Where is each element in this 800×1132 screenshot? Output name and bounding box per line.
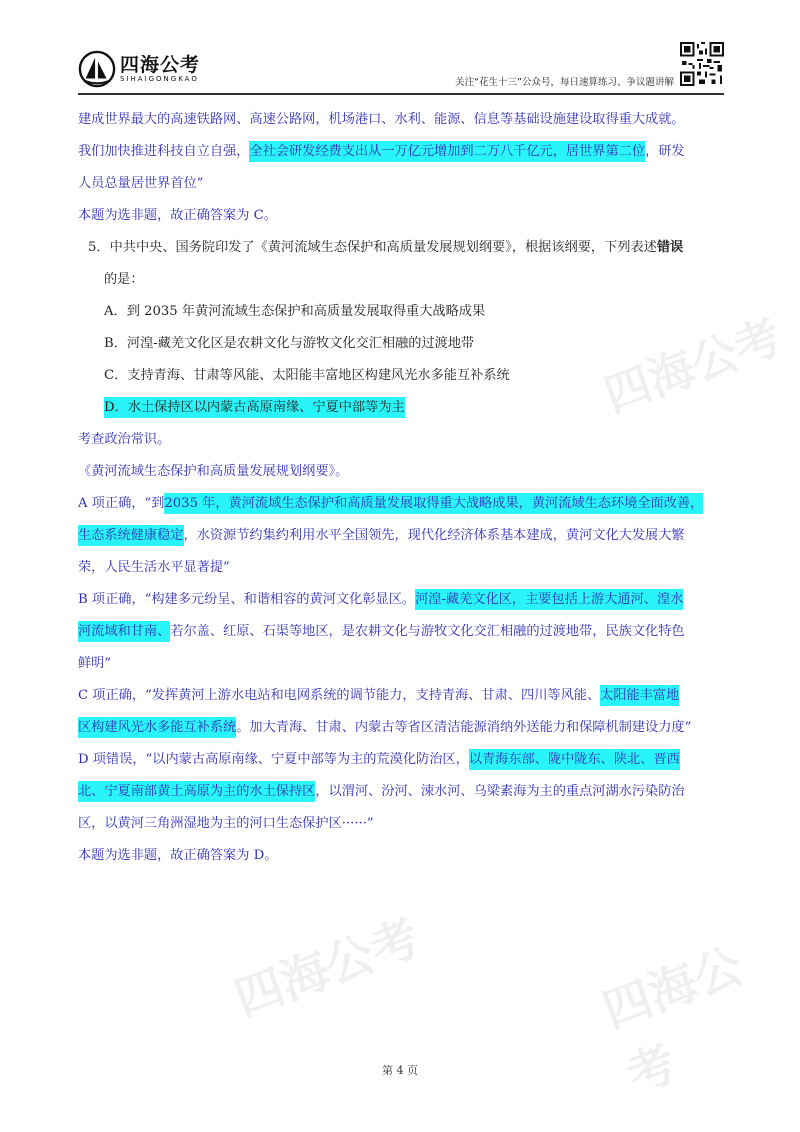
intro-line: 人员总量居世界首位”: [78, 176, 204, 191]
analysis-answer: 本题为选非题，故正确答案为 D。: [78, 848, 278, 863]
analysis-d: 区，以黄河三角洲湿地为主的河口生态保护区······”: [78, 816, 374, 831]
header-slogan: 关注“花生十三”公众号，每日速算练习、争议题讲解: [455, 77, 674, 88]
analysis-d: D 项错误，“以内蒙古高原南缘、宁夏中部等为主的荒漠化防治区，以青海东部、陇中陇东、陕北、晋西: [78, 744, 728, 776]
brand-name: 四海公考: [120, 53, 201, 76]
intro-line: 建成世界最大的高速铁路网、高速公路网，机场港口、水利、能源、信息等基础设施建设取得重大成就。: [78, 112, 685, 127]
analysis-a: 荣，人民生活水平显著提”: [78, 560, 230, 575]
intro-answer: 本题为选非题，故正确答案为 C。: [78, 208, 277, 223]
highlight: 以青海东部、陇中陇东、陕北、晋西: [469, 749, 680, 770]
sailboat-logo-icon: [78, 50, 116, 88]
option-d: [78, 392, 728, 424]
qr-code-icon: [680, 42, 724, 86]
intro-line: 我们加快推进科技自立自强，全社会研发经费支出从一万亿元增加到二万八千亿元，居世界第二位，研发: [78, 136, 728, 168]
highlight: 全社会研发经费支出从一万亿元增加到二万八千亿元，居世界第二位: [249, 141, 645, 162]
page-number: 第 4 页: [382, 1064, 418, 1077]
watermark-logo: 四海公考: [227, 909, 428, 1028]
analysis-topic: 考查政治常识。: [78, 432, 171, 447]
analysis-a: 生态系统健康稳定，水资源节约集约利用水平全国领先，现代化经济体系基本建成，黄河文化大发展大繁: [78, 520, 728, 552]
highlight: D．水土保持区以内蒙古高原南缘、宁夏中部等为主: [104, 397, 405, 418]
brand-logo: [78, 50, 200, 88]
option-a: A．到 2035 年黄河流域生态保护和高质量发展取得重大战略成果: [104, 304, 486, 319]
analysis-b: B 项正确，“构建多元纷呈、和谐相容的黄河文化彰显区。河湟-藏羌文化区，主要包括上游大通河、湟水: [78, 584, 728, 616]
document-body: [78, 104, 728, 872]
watermark-logo: 四海公考: [595, 937, 751, 1105]
highlight: 河湟-藏羌文化区，主要包括上游大通河、湟水: [415, 589, 683, 610]
page-header: [78, 42, 724, 90]
option-c: C．支持青海、甘肃等风能、太阳能丰富地区构建风光水多能互补系统: [104, 368, 510, 383]
analysis-a: A 项正确，“到2035 年，黄河流域生态保护和高质量发展取得重大战略成果，黄河流域生态环境全面改善，: [78, 488, 728, 520]
highlight: 区构建风光水多能互补系统: [78, 717, 236, 738]
watermark-logo: 四海公考: [597, 308, 789, 423]
header-divider: [78, 93, 724, 95]
analysis-d: 北、宁夏南部黄土高原为主的水土保持区，以渭河、汾河、涑水河、乌梁素海为主的重点河湖水污染防治: [78, 776, 728, 808]
analysis-b: 鲜明”: [78, 656, 112, 671]
question-stem-cont: 的是：: [104, 272, 144, 287]
analysis-b: 河流域和甘南、若尔盖、红原、石渠等地区，是农耕文化与游牧文化交汇相融的过渡地带，民族文化特色: [78, 616, 728, 648]
analysis-c: C 项正确，“发挥黄河上游水电站和电网系统的调节能力，支持青海、甘肃、四川等风能、太阳能丰富地: [78, 680, 728, 712]
highlight: 河流域和甘南、: [78, 621, 170, 642]
analysis-source: 《黄河流域生态保护和高质量发展规划纲要》。: [78, 464, 349, 479]
highlight: 2035 年，黄河流域生态保护和高质量发展取得重大战略成果，黄河流域生态环境全面改善，: [164, 493, 703, 514]
brand-name-latin: SIHAIGONGKAO: [120, 74, 199, 83]
highlight: 北、宁夏南部黄土高原为主的水土保持区: [78, 781, 315, 802]
analysis-c: 区构建风光水多能互补系统。加大青海、甘肃、内蒙古等省区清洁能源消纳外送能力和保障机制建设力度”: [78, 712, 728, 744]
highlight: 生态系统健康稳定: [78, 525, 184, 546]
emphasis-wrong: 错误: [656, 240, 684, 255]
option-b: B．河湟-藏羌文化区是农耕文化与游牧文化交汇相融的过渡地带: [104, 336, 475, 351]
question-stem: 5．中共中央、国务院印发了《黄河流域生态保护和高质量发展规划纲要》，根据该纲要，下列表述错误: [88, 240, 684, 255]
highlight: 太阳能丰富地: [600, 685, 679, 706]
